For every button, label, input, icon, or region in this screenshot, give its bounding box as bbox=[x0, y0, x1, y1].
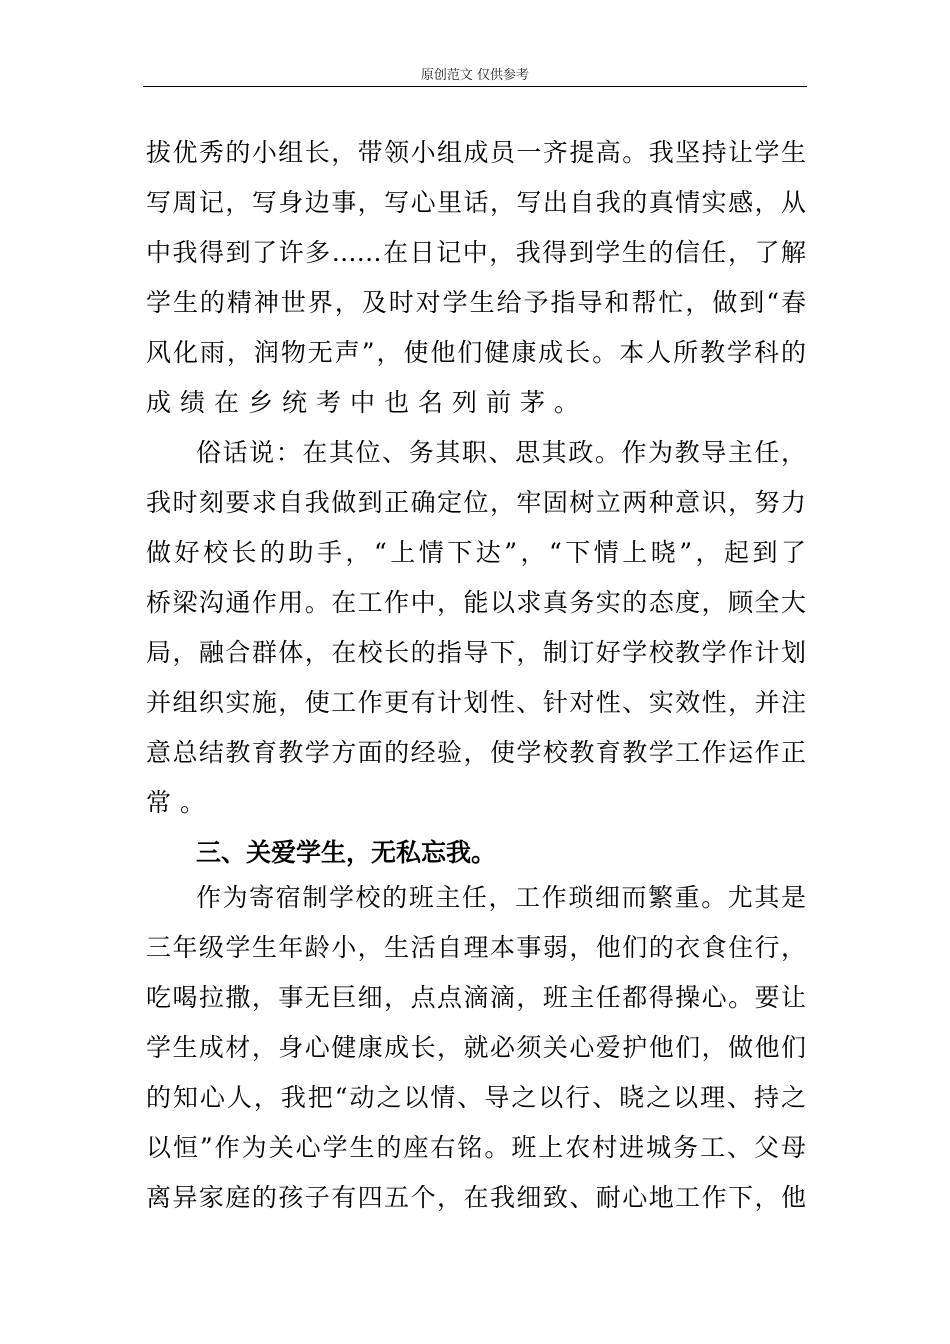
body-line: 作为寄宿制学校的班主任，工作琐细而繁重。尤其是 bbox=[196, 883, 806, 912]
body-line: 三年级学生年龄小，生活自理本事弱，他们的衣食住行， bbox=[146, 933, 806, 962]
body-line: 局，融合群体，在校长的指导下，制订好学校教学作计划 bbox=[146, 638, 806, 667]
body-line: 中我得到了许多……在日记中，我得到学生的信任，了解 bbox=[146, 238, 806, 267]
body-line: 意总结教育教学方面的经验，使学校教育教学工作运作正 bbox=[146, 738, 806, 767]
body-line: 离异家庭的孩子有四五个，在我细致、耐心地工作下，他 bbox=[146, 1183, 806, 1212]
body-line: 学生的精神世界，及时对学生给予指导和帮忙，做到“春 bbox=[146, 288, 806, 317]
body-line: 桥梁沟通作用。在工作中，能以求真务实的态度，顾全大 bbox=[146, 588, 806, 617]
body-line: 吃喝拉撒，事无巨细，点点滴滴，班主任都得操心。要让 bbox=[146, 983, 806, 1012]
body-line: 并组织实施，使工作更有计划性、针对性、实效性，并注 bbox=[146, 688, 806, 717]
header-divider bbox=[143, 86, 807, 87]
body-line: 风化雨，润物无声”，使他们健康成长。本人所教学科的 bbox=[146, 338, 806, 367]
body-line: 学生成材，身心健康成长，就必须关心爱护他们，做他们 bbox=[146, 1033, 806, 1062]
section-heading: 三、关爱学生，无私忘我。 bbox=[196, 838, 497, 867]
body-line: 做好校长的助手，“上情下达”，“下情上晓”，起到了 bbox=[146, 538, 806, 567]
body-line: 写周记，写身边事，写心里话，写出自我的真情实感，从 bbox=[146, 188, 806, 217]
body-line: 拔优秀的小组长，带领小组成员一齐提高。我坚持让学生 bbox=[146, 138, 806, 167]
body-line: 我时刻要求自我做到正确定位，牢固树立两种意识，努力 bbox=[146, 488, 806, 517]
body-line: 俗话说：在其位、务其职、思其政。作为教导主任， bbox=[196, 438, 806, 467]
body-line: 成绩在乡统考中也名列前茅。 bbox=[146, 388, 589, 417]
body-line: 常。 bbox=[146, 788, 215, 817]
body-line: 的知心人，我把“动之以情、导之以行、晓之以理、持之 bbox=[146, 1083, 806, 1112]
page-header: 原创范文 仅供参考 bbox=[420, 68, 530, 83]
body-line: 以恒”作为关心学生的座右铭。班上农村进城务工、父母 bbox=[146, 1133, 806, 1162]
